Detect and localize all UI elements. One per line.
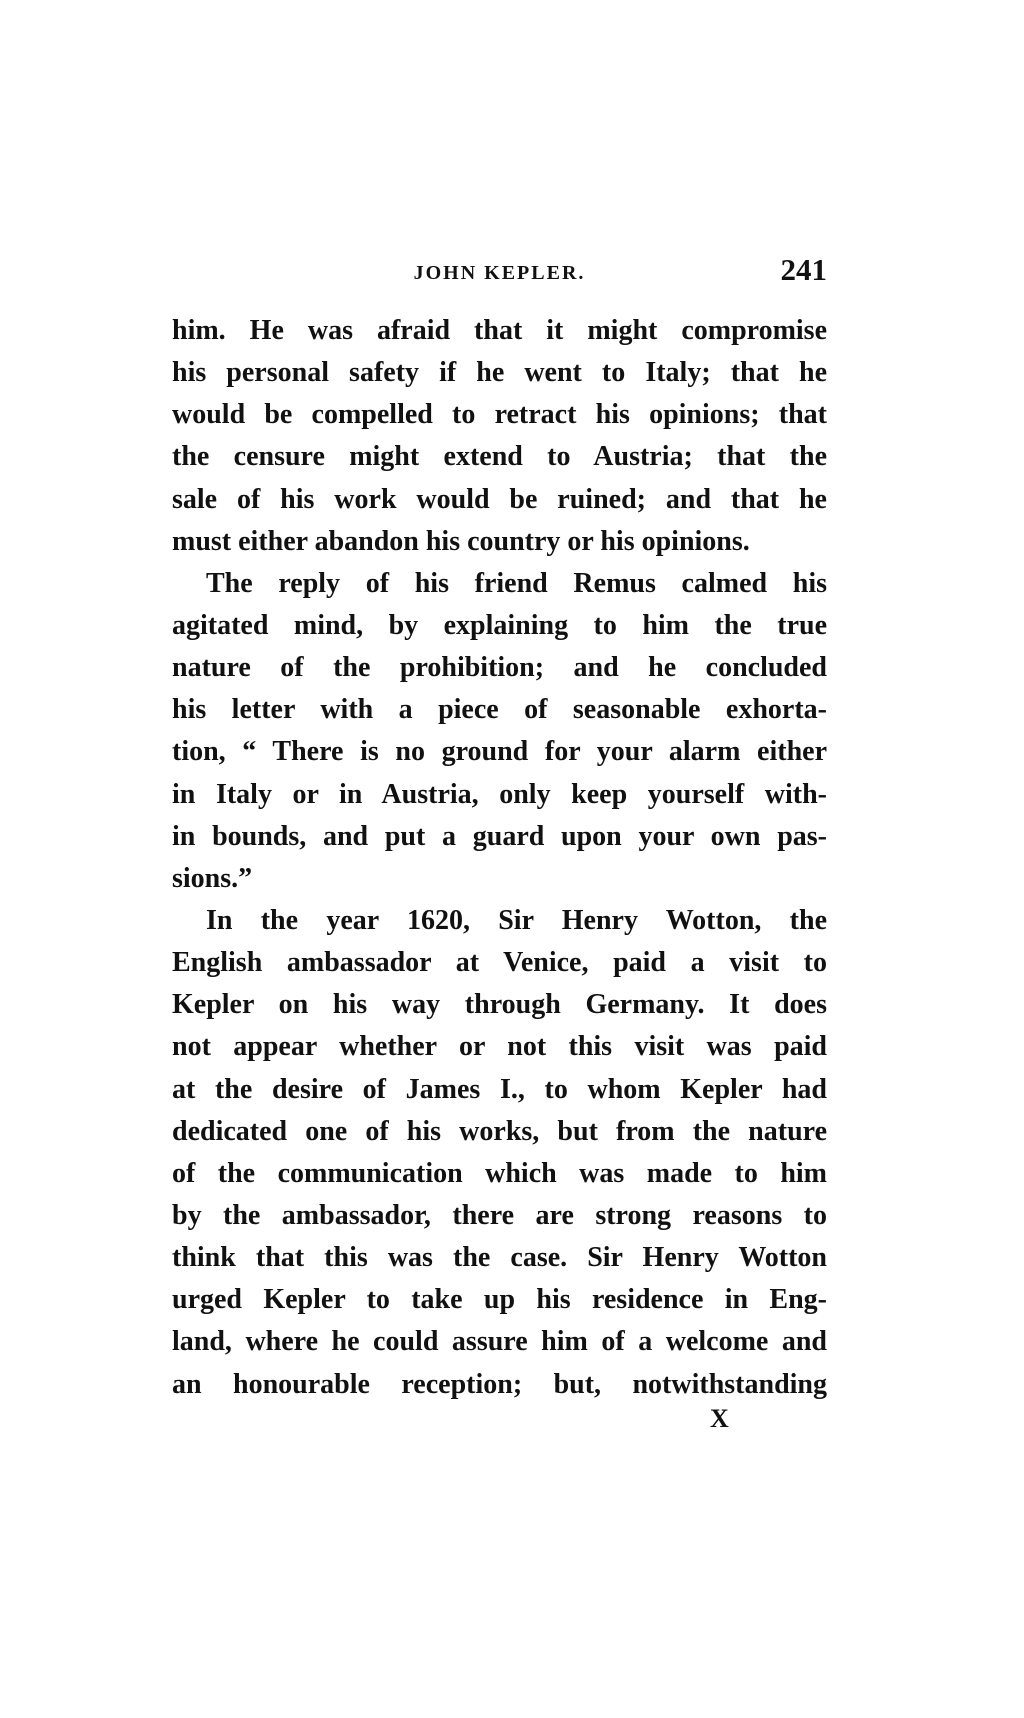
text-line: by the ambassador, there are strong reasons to — [172, 1199, 827, 1231]
text-line: sale of his work would be ruined; and that he — [172, 483, 827, 515]
signature-mark: X — [710, 1404, 729, 1433]
text-line: an honourable reception; but, notwithstanding — [172, 1368, 827, 1400]
text-line: at the desire of James I., to whom Kepler had — [172, 1073, 827, 1105]
paragraph-1 — [172, 310, 827, 563]
text-line: Kepler on his way through Germany. It does — [172, 989, 827, 1021]
text-line: the censure might extend to Austria; that the — [172, 441, 827, 473]
text-line: sions.” — [172, 862, 253, 894]
running-title: JOHN KEPLER. — [413, 262, 586, 284]
text-line: The reply of his friend Remus calmed his — [206, 567, 827, 599]
text-line: him. He was afraid that it might compromise — [172, 315, 827, 346]
text-line: not appear whether or not this visit was paid — [172, 1031, 827, 1063]
text-line: in Italy or in Austria, only keep yourself with- — [172, 778, 827, 810]
text-line: urged Kepler to take up his residence in Eng- — [172, 1284, 827, 1316]
text-line: his personal safety if he went to Italy; that he — [172, 357, 827, 389]
page-number: 241 — [780, 252, 827, 287]
text-line: must either abandon his country or his opinions. — [172, 525, 750, 557]
text-line: in bounds, and put a guard upon your own pas- — [172, 820, 827, 852]
paragraph-2 — [172, 563, 827, 900]
text-line: land, where he could assure him of a welcome and — [172, 1326, 827, 1358]
text-line: would be compelled to retract his opinions; that — [172, 399, 827, 431]
text-line: agitated mind, by explaining to him the true — [172, 609, 827, 641]
text-line: dedicated one of his works, but from the nature — [172, 1115, 827, 1147]
text-line: of the communication which was made to him — [172, 1157, 827, 1189]
text-line: In the year 1620, Sir Henry Wotton, the — [206, 904, 827, 936]
paragraph-3 — [172, 900, 827, 1406]
text-line: tion, “ There is no ground for your alarm either — [172, 736, 827, 768]
text-line: nature of the prohibition; and he concluded — [172, 652, 827, 684]
text-line: English ambassador at Venice, paid a visit to — [172, 947, 827, 979]
running-head — [172, 252, 827, 296]
body-text — [172, 310, 827, 1406]
text-line: his letter with a piece of seasonable exhorta- — [172, 694, 827, 726]
text-line: think that this was the case. Sir Henry Wotton — [172, 1242, 827, 1274]
